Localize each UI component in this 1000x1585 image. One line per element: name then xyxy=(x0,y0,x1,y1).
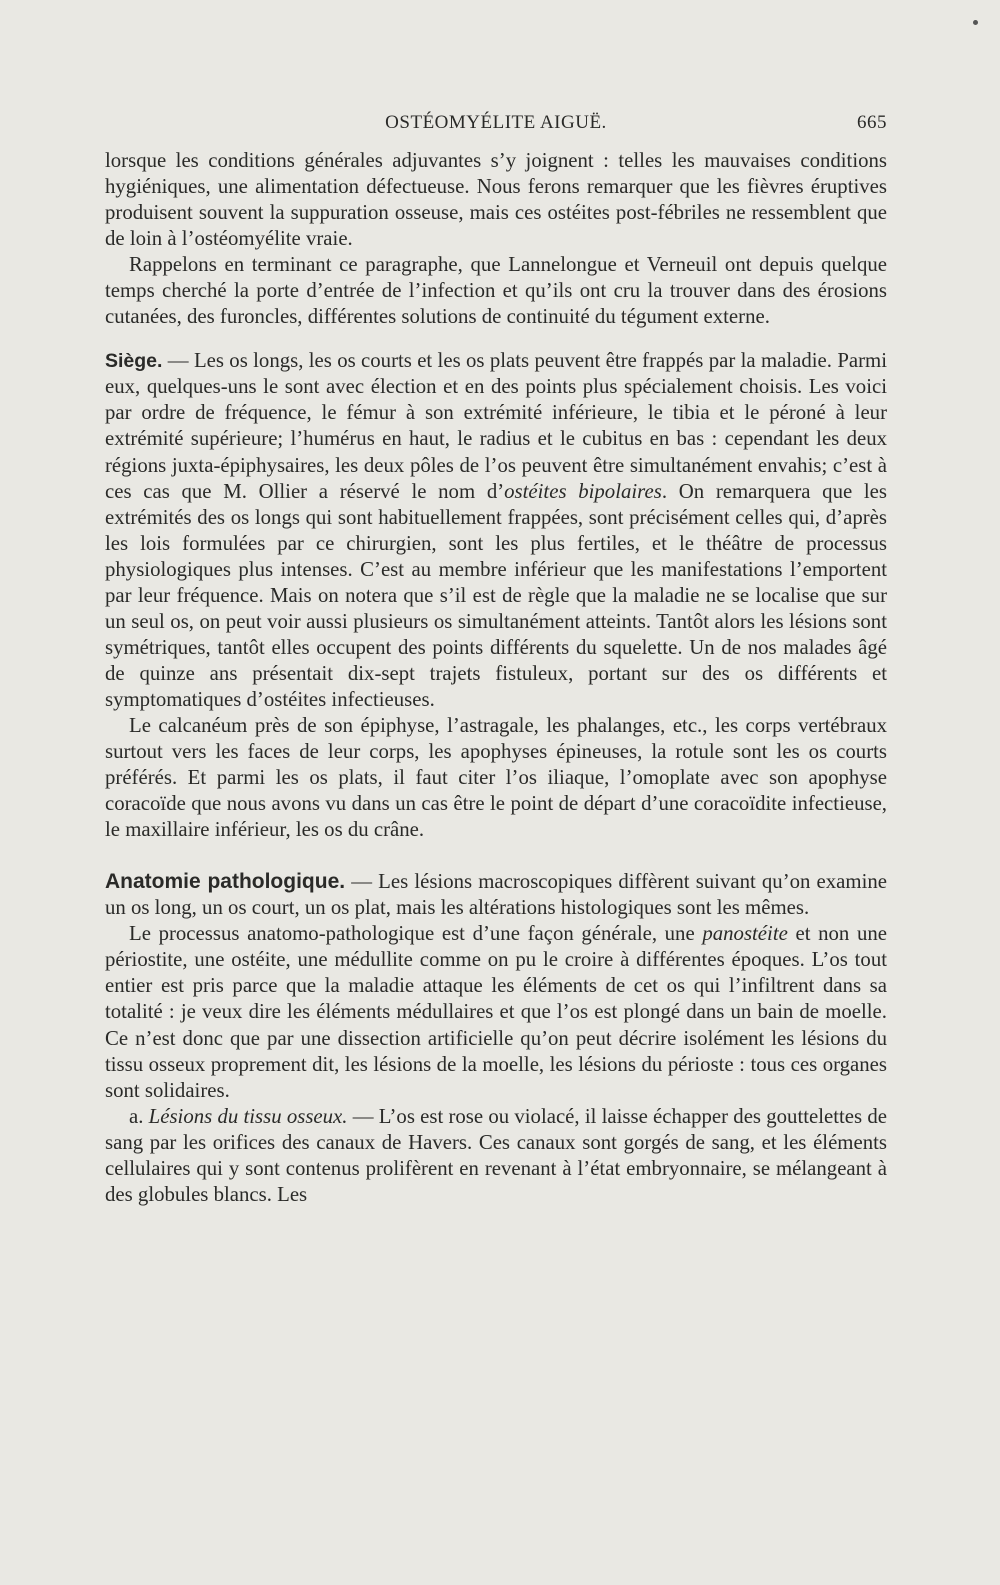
section-heading-anatomie: Anatomie pathologique. xyxy=(105,870,346,894)
siege-text-part1: — Les os longs, les os courts et les os plats peuvent être frappés par la maladie. Parmi eux, quelques-uns le sont avec élection et en des points plus spécialement choisis. Les voici par ordre de fréquence, le fémur à son extrémité inférieure, le tibia et le péroné à leur extrémité supérieure; l’humérus en haut, le radius et le cubitus en bas : cependant les deux régions juxta-épiphysaires, les deux pôles de l’os peuvent être simultanément envahis; c’est à ces cas que M. Ollier a réservé le nom d’ xyxy=(105,349,887,503)
section-heading-siege: Siège. xyxy=(105,350,163,373)
paragraph-conditions: lorsque les conditions générales adjuvantes s’y joignent : telles les mauvaises conditions hygiéniques, une alimentation défectueuse. Nous ferons remarquer que les fièvres éruptives produisent souvent la suppuration osseuse, mais ces ostéites post-fébriles ne ressemblent que de loin à l’ostéomyélite vraie. xyxy=(105,149,887,251)
paragraph-processus xyxy=(105,921,887,1103)
running-title: OSTÉOMYÉLITE AIGUË. xyxy=(385,112,607,133)
processus-italic-term: panostéite xyxy=(702,922,788,946)
lesions-prefix: a. xyxy=(129,1104,149,1128)
body-text xyxy=(105,148,887,1208)
processus-text-part1: Le processus anatomo-pathologique est d’une façon générale, une xyxy=(129,922,703,946)
lesions-italic-heading: Lésions du tissu osseux. xyxy=(148,1104,348,1128)
anatomie-text: — Les lésions macroscopiques diffèrent suivant qu’on examine un os long, un os court, un os plat, mais les altérations histologiques sont les mêmes. xyxy=(105,870,887,920)
processus-text-part2: et non une périostite, une ostéite, une médullite comme on pu le croire à différentes époques. L’os tout entier est pris parce que la maladie attaque les éléments de cet os qui l’infiltrent dans sa totalité : je veux dire les éléments médullaires et que l’os est plongé dans un bain de moelle. Ce n’est donc que par une dissection artificielle qu’on peut décrire isolément les lésions du tissu osseux proprement dit, les lésions de la moelle, les lésions du périoste : tous ces organes sont solidaires. xyxy=(105,922,887,1102)
paragraph-anatomie xyxy=(105,869,887,921)
paragraph-siege xyxy=(105,348,887,713)
running-head xyxy=(105,112,887,136)
paragraph-calcaneum: Le calcanéum près de son épiphyse, l’astragale, les phalanges, etc., les corps vertébraux surtout vers les faces de leur corps, les apophyses épineuses, la rotule sont les os courts préférés. Et parmi les os plats, il faut citer l’os iliaque, l’omoplate avec son apophyse coracoïde que nous avons vu dans un cas être le point de départ d’une coracoïdite infectieuse, le maxillaire inférieur, les os du crâne. xyxy=(105,713,887,842)
page-number: 665 xyxy=(857,112,887,133)
lesions-text: — L’os est rose ou violacé, il laisse échapper des gouttelettes de sang par les orifices des canaux de Havers. Ces canaux sont gorgés de sang, et les éléments cellulaires qui y sont contenus prolifèrent en revenant à l’état embryonnaire, se mélangeant à des globules blancs. Les xyxy=(105,1104,887,1206)
page-speck xyxy=(973,20,978,25)
siege-text-part2: . On remarquera que les extrémités des os longs qui sont habituellement frappées, sont précisément celles qui, d’après les lois formulées par ce chirurgien, sont les plus fertiles, et le théâtre de processus physiologiques plus intenses. C’est au membre inférieur que les manifestations l’emportent par leur fréquence. Mais on notera que s’il est de règle que la maladie ne se localise que sur un seul os, on peut voir aussi plusieurs os simultanément atteints. Tantôt alors les lésions sont symétriques, tantôt elles occupent des points différents du squelette. Un de nos malades âgé de quinze ans présentait dix-sept trajets fistuleux, portant sur des os différents et symptomatiques d’ostéites infectieuses. xyxy=(105,479,888,711)
paragraph-lesions-osseux xyxy=(105,1104,887,1208)
siege-italic-term: ostéites bipolaires xyxy=(504,479,662,503)
paragraph-lannelongue: Rappelons en terminant ce paragraphe, que Lannelongue et Verneuil ont depuis quelque temps cherché la porte d’entrée de l’infection et qu’ils ont cru la trouver dans des érosions cutanées, des furoncles, différentes solutions de continuité du tégument externe. xyxy=(105,253,887,329)
